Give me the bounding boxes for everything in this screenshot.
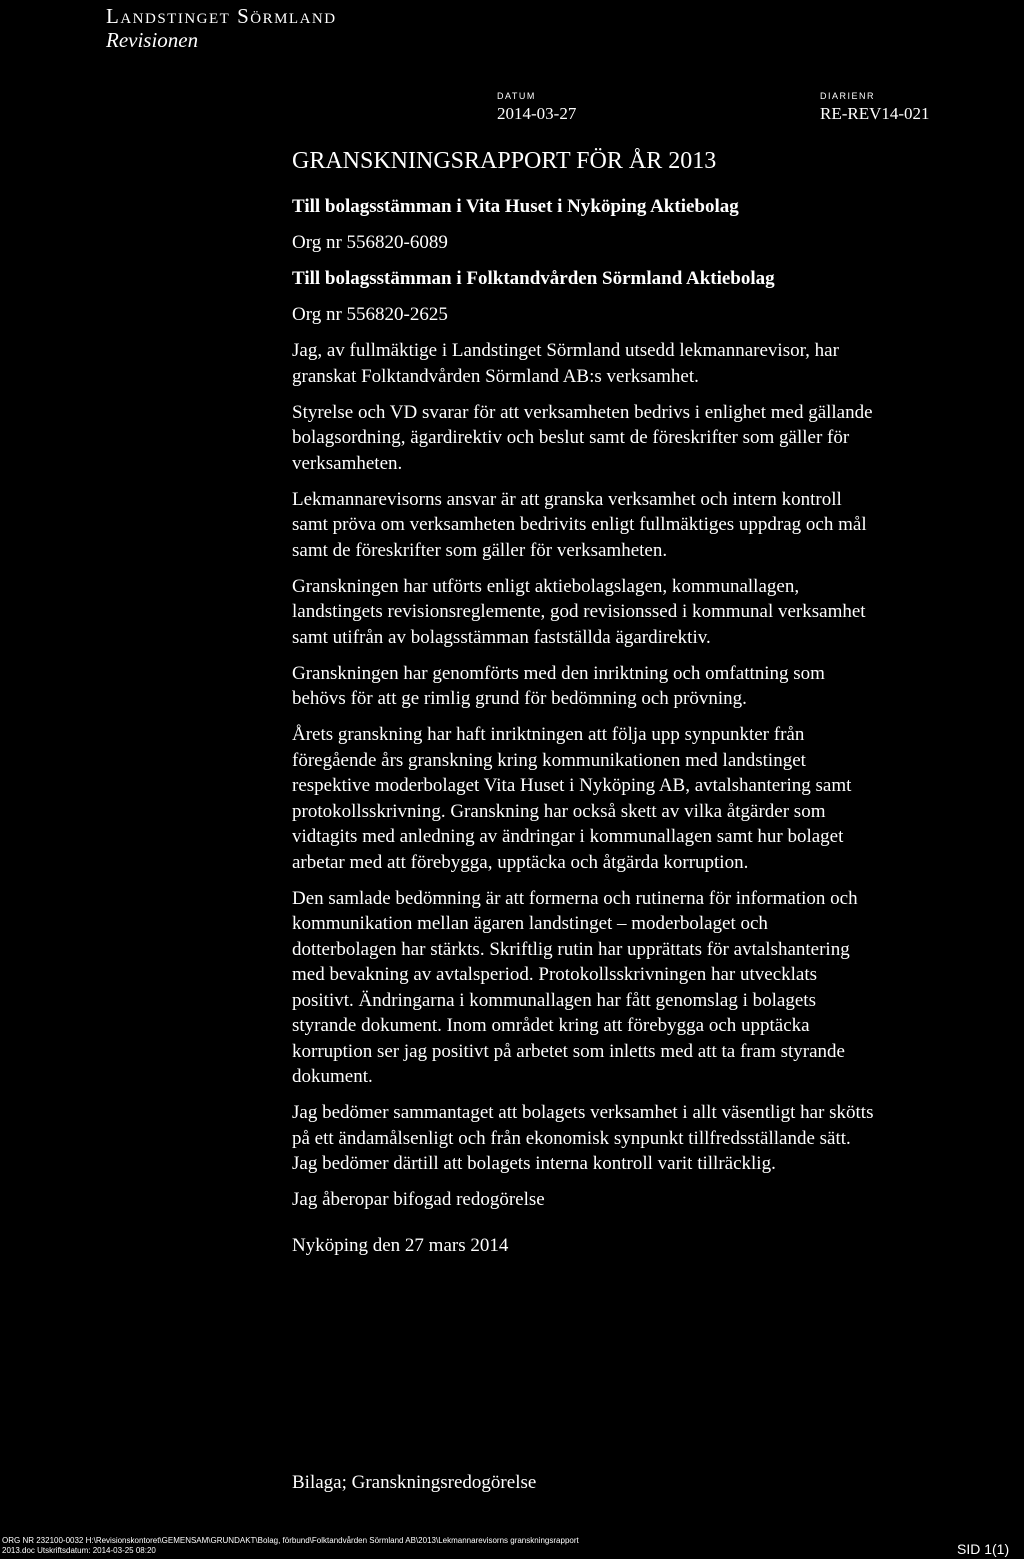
text-line: på ett ändamålsenligt och från ekonomisk synpunkt tillfredsställande sätt. [292,1127,851,1149]
closing-place-date: Nyköping den 27 mars 2014 [292,1234,509,1256]
text-line: landstingets revisionsreglemente, god revisionssed i kommunal verksamhet [292,601,866,622]
organization-unit: Revisionen [106,28,199,52]
text-line: samt pröva om verksamheten bedrivits enligt fullmäktiges uppdrag och mål [292,514,867,535]
paragraph-appointment [292,338,1022,389]
recipient-heading: Till bolagsstämman i Folktandvården Sörmland Aktiebolag [292,268,775,289]
text-line: Jag bedömer därtill att bolagets interna kontroll varit tillräcklig. [292,1153,776,1174]
paragraph-conclusion [292,1100,1022,1177]
closing-reference: Jag åberopar bifogad redogörelse [292,1189,545,1210]
text-line: verksamheten. [292,452,403,474]
report-body [292,194,1022,1269]
recipient-org-number: Org nr 556820-6089 [292,232,448,253]
text-line: positivt. Ändringarna i kommunallagen har fått genomslag i bolagets [292,989,816,1011]
text-line: korruption ser jag positivt på arbetet som inletts med att ta fram styrande [292,1040,845,1062]
text-line: granskat Folktandvården Sörmland AB:s verksamhet. [292,365,699,387]
text-line: Den samlade bedömning är att formerna och rutinerna för information och [292,887,858,909]
paragraph-assessment [292,886,1022,1090]
footer-file-info [2,1536,579,1556]
text-line: Styrelse och VD svarar för att verksamheten bedrivs i enlighet med gällande [292,401,873,423]
text-line: styrande dokument. Inom området kring att förebygga och upptäcka [292,1015,810,1036]
text-line: Jag bedömer sammantaget att bolagets verksamhet i allt väsentligt har skötts [292,1102,874,1123]
report-title: GRANSKNINGSRAPPORT FÖR ÅR 2013 [292,148,717,174]
diary-number-value: RE-REV14-021 [820,104,930,123]
text-line: samt utifrån av bolagsstämman fastställda ägardirektiv. [292,626,711,648]
paragraph-audit-scope [292,661,1022,712]
paragraph-auditor-responsibility [292,487,1022,564]
paragraph-board-responsibility [292,400,1022,477]
text-line: Årets granskning har haft inriktningen att följa upp synpunkter från [292,724,805,745]
diary-number-label: DIARIENR [820,91,876,101]
text-line: behövs för att ge rimlig grund för bedömning och prövning. [292,688,747,709]
paragraph-audit-basis [292,574,1022,651]
organization-name: Landstinget Sörmland [106,4,337,28]
text-line: vidtagits med anledning av ändringar i kommunallagen samt hur bolaget [292,826,844,847]
text-line: bolagsordning, ägardirektiv och beslut samt de föreskrifter som gäller för [292,427,850,448]
text-line: samt de föreskrifter som gäller för verksamheten. [292,539,668,561]
text-line: med bevakning av avtalsperiod. Protokollsskrivningen har utvecklats [292,964,818,985]
text-line: protokollsskrivning. Granskning har också skett av vilka åtgärder som [292,800,826,822]
text-line: Jag, av fullmäktige i Landstinget Sörmland utsedd lekmannarevisor, har [292,340,839,361]
text-line: föregående års granskning kring kommunikationen med landstinget [292,749,806,771]
text-line: dotterbolagen har stärkts. Skriftlig rutin har upprättats för avtalshantering [292,938,850,960]
footer-path: ORG NR 232100-0032 H:\Revisionskontoret\GEMENSAM\GRUNDAKT\Bolag, förbund\Folktandvården Sörmland AB\2013\Lekmannarevisorns granskningsrapport [2,1536,579,1545]
text-line: Granskningen har utförts enligt aktiebolagslagen, kommunallagen, [292,575,800,597]
text-line: respektive moderbolaget Vita Huset i Nyköping AB, avtalshantering samt [292,775,852,796]
date-value: 2014-03-27 [497,104,577,123]
paragraph-audit-focus [292,722,1022,875]
text-line: Lekmannarevisorns ansvar är att granska verksamhet och intern kontroll [292,488,842,510]
text-line: kommunikation mellan ägaren landstinget – moderbolaget och [292,913,768,934]
text-line: arbetar med att förebygga, upptäcka och åtgärda korruption. [292,851,749,873]
text-line: Granskningen har genomförts med den inriktning och omfattning som [292,662,825,684]
recipient-org-number: Org nr 556820-2625 [292,304,448,325]
attachment-note: Bilaga; Granskningsredogörelse [292,1472,537,1493]
footer-print-date: 2013.doc Utskriftsdatum: 2014-03-25 08:20 [2,1546,156,1555]
date-label: DATUM [497,91,536,101]
recipient-heading: Till bolagsstämman i Vita Huset i Nyköping Aktiebolag [292,196,739,217]
text-line: dokument. [292,1066,373,1087]
page-number: SID 1(1) [957,1541,1010,1557]
